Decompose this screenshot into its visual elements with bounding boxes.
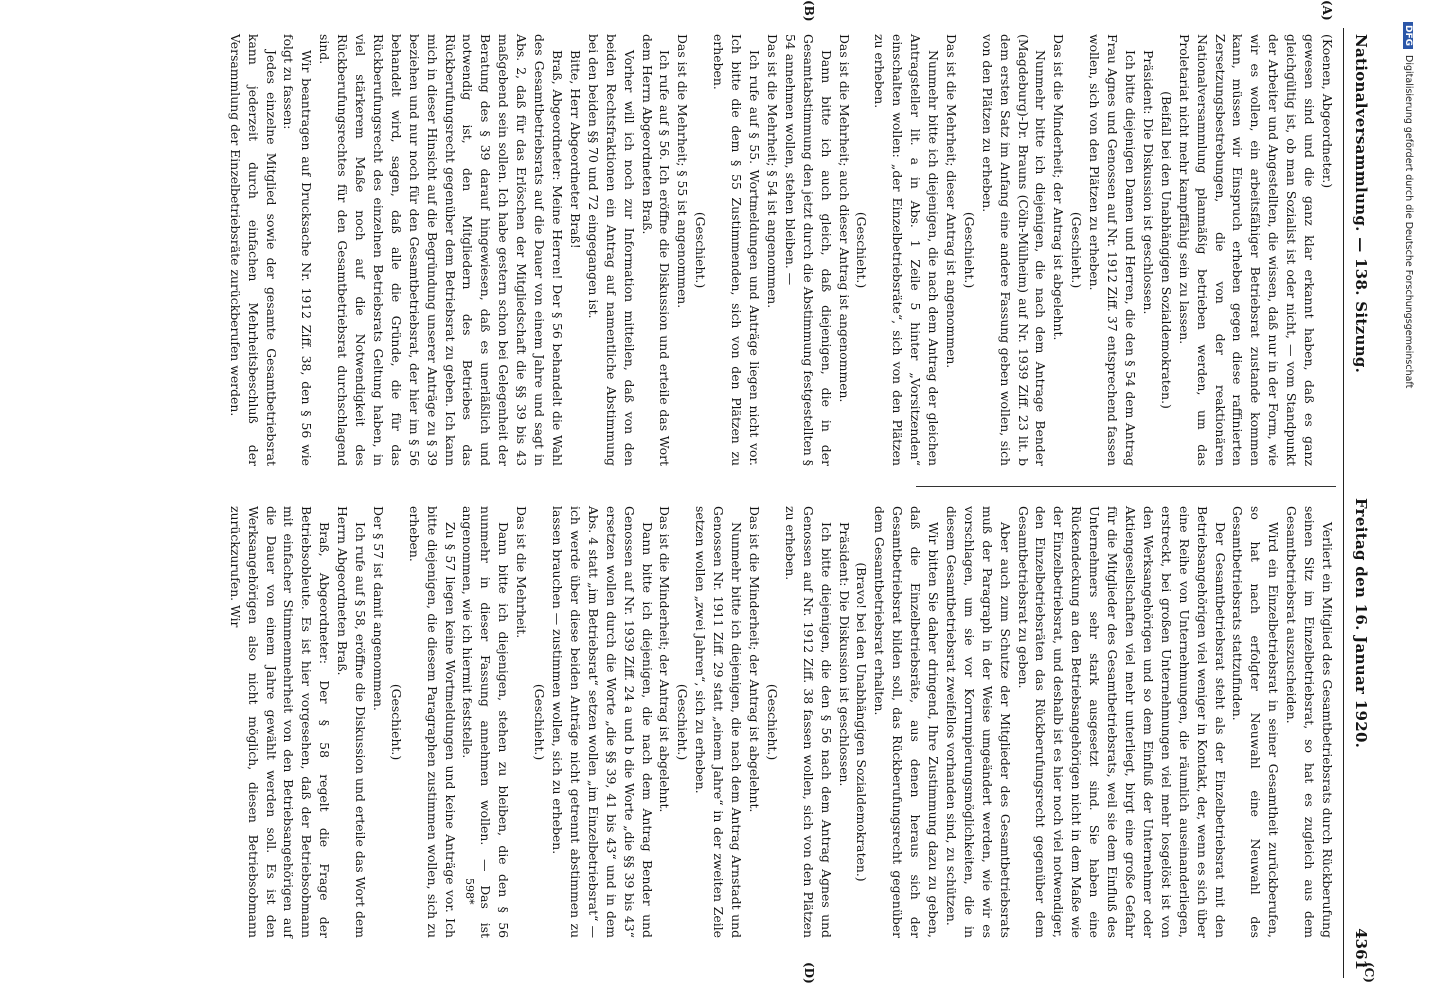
paragraph: Präsident: Die Diskussion ist geschlossen. [1140,50,1156,315]
paragraph: Das ist die Mehrheit. [514,506,530,639]
paragraph: (Geschieht.) [693,211,709,289]
margin-mark-a: (A) [1320,0,1334,21]
paragraph: Braß, Abgeordneter: Meine Herren! Der § 56 behandelt die Wahl des Gesamtbetriebsrats auf die Dauer von einem Jahre und sagt in Abs. 2, daß für das Erlöschen der Mitgliedschaft die §§ 39 bis 43 maßgebend sein sollen. Ich habe gestern schon bei Gelegenheit der Beratung des § 39 darauf hingewiesen, daß es unerläßlich und notwendig ist, den Mitgliedern des Betriebes das Rückberufungsrecht gegenüber dem Betriebsrat zu geben. Ich kann mich in dieser Hinsicht auf die Begründung unserer Anträge zu § 39 beziehen und nur noch für den Gesamtbetriebsrat, der hier im § 56 behandelt wird, sagen, daß alle die Gründe, die für das Rückberufungsrecht des einzelnen Betriebsrats Geltung haben, in viel stärkerem Maße noch auf die Notwendigkeit des Rückberufungsrechtes für den Gesamtbetriebsrat durchschlagend sind. [317,34,566,466]
dfg-logo: DFG [1403,22,1413,49]
paragraph: Nunmehr bitte ich diejenigen, die nach dem Antrag Arnstadt und Genossen Nr. 1911 Ziff. 29 statt „einem Jahre“ in der zweiten Zeile setzen wollen „zwei Jahren“, sich zu erheben. [693,506,745,938]
paragraph: Nunmehr bitte ich diejenigen, die nach dem Antrage Bender (Magdeburg)-Dr. Brauns (Cöln-Mülheim) auf Nr. 1939 Ziff. 23 lit. b dem ersten Satz im Anfang eine andere Fassung geben wollen, sich von den Plätzen zu erheben. [979,34,1049,466]
paragraph: (Geschieht.) [1069,211,1085,289]
page-header [1343,28,1376,978]
paragraph: Der Gesamtbetriebsrat steht als der Einzelbetriebsrat mit den Betriebsangehörigen viel weniger in Kontakt, der, wenn es sich über eine Reihe von Unternehmungen, die räumlich auseinanderliegen, erstreckt, bei großen Unternehmungen viel mehr losgelöst ist von den Werksangehörigen und so dem Einfluß der Unternehmer oder Aktiengesellschaften viel mehr unterliegt, birgt eine große Gefahr für die Mitglieder des Gesamtbetriebsrats, weil sie dem Einfluß des Unternehmers sehr stark ausgesetzt sind. Sie haben eine Rückendeckung an den Betriebsangehörigen nicht in dem Maße wie der Einzelbetriebsrat, und deshalb ist es hier noch viel notwendiger, den Einzelbetriebsräten das Rückberufungsrecht gegenüber dem Gesamtbetriebsrat zu geben. [1015,506,1228,938]
paragraph: Braß, Abgeordneter: Der § 58 regelt die Frage der Betriebsobleute. Es ist hier vorgesehen, daß der Betriebsobmann mit einfacher Stimmenmehrheit von den Betriebsangehörigen auf die Dauer von einem Jahre gewählt werden soll. Es ist den Werksangehörigen also nicht möglich, diesen Betriebsobmann zurückzurufen. Wir [227,506,333,938]
paragraph: Verliert ein Mitglied des Gesamtbetriebsrats durch Rückberufung seinen Sitz im Einzelbetriebsrat, so hat es zugleich aus dem Gesamtbetriebsrat auszuscheiden. [1284,506,1335,938]
paragraph: Das ist die Mehrheit; auch dieser Antrag ist angenommen. [836,34,852,403]
paragraph: (Bravo! bei den Unabhängigen Sozialdemokraten.) [854,562,870,882]
paragraph: Ich rufe auf § 55. Wortmeldungen und Anträge liegen nicht vor. Ich bitte die dem § 55 Zustimmenden, sich von den Plätzen zu erheben. [711,34,762,466]
paragraph: Ich bitte diejenigen Damen und Herren, die den § 54 dem Antrag Frau Agnes und Genossen auf Nr. 1912 Ziff. 37 entsprechend fassen wollen, sich von den Plätzen zu erheben. [1087,34,1139,466]
header-session-title: Nationalversammlung. — 138. Sitzung. [1352,34,1370,374]
paragraph: Der § 57 ist damit angenommen. [370,506,386,711]
paragraph: Das ist die Minderheit; der Antrag ist abgelehnt. [1051,34,1067,341]
digitization-credit [1400,22,1414,982]
paragraph: Nunmehr bitte ich diejenigen, die nach dem Antrag der gleichen Antragsteller lit. a in Abs. 1 Zeile 5 hinter „Vorsitzenden“ einschalten wollen: „der Einzelbetriebsräte“, sich von den Plätzen zu erheben. [872,34,942,466]
paragraph: Dann bitte ich diejenigen, stehen zu bleiben, die den § 56 nunmehr in dieser Fassung annehmen wollen. — Das ist angenommen, wie ich hiermit feststelle. [460,506,512,938]
paragraph: Wir bitten Sie daher dringend, Ihre Zustimmung dazu zu geben, daß die Einzelbetriebsräte, aus denen heraus sich der Gesamtbetriebsrat bilden soll, das Rückberufungsrecht gegenüber dem Gesamtbetriebsrat erhalten. [872,506,942,938]
paragraph: Wird ein Einzelbetriebsrat in seiner Gesamtheit zurückberufen, so hat nach erfolgter Neuwahl eine Neuwahl des Gesamtbetriebsrats stattzufinden. [1230,506,1282,938]
left-text-column [136,34,1336,466]
margin-mark-d: (D) [802,962,816,984]
page-number: 4361 [1352,928,1370,970]
paragraph: Das ist die Minderheit; der Antrag ist abgelehnt. [747,506,762,813]
paragraph: Das ist die Mehrheit; § 54 ist angenommen. [764,34,780,309]
credit-text: Digitalisierung gefördert durch die Deutsche Forschungsgemeinschaft [1403,55,1414,389]
paragraph: (Beifall bei den Unabhängigen Sozialdemokraten.) [1158,91,1174,409]
paragraph: Das ist die Mehrheit; dieser Antrag ist angenommen. [943,34,959,369]
column-divider [916,486,1336,487]
document-page [76,0,1376,984]
paragraph: Präsident: Die Diskussion ist geschlossen. [836,522,852,787]
paragraph: Das ist die Mehrheit; § 55 ist angenommen. [675,34,691,309]
paragraph: Wir beantragen auf Drucksache Nr. 1912 Ziff. 38, den § 56 wie folgt zu fassen: [281,34,315,466]
paragraph: Ich bitte diejenigen, die den § 56 nach dem Antrag Agnes und Genossen auf Nr. 1912 Ziff. 38 fassen wollen, sich von den Plätzen zu erheben. [782,506,834,938]
paragraph: (Koenen, Abgeordneter.) [1320,34,1335,189]
paragraph: Das ist die Minderheit; der Antrag ist abgelehnt. [657,506,673,813]
margin-mark-c: (C) [1362,962,1376,983]
paragraph: gewesen sind und die ganz klar erkannt haben, daß es ganz gleichgültig ist, ob man Sozialist ist oder nicht, — vom Standpunkt der Arbeiter und Angestellten, die wissen, daß nur in der Form, wie wir es wollen, ein arbeitsfähiger Betriebsrat zustande kommen kann, müssen wir Einspruch erheben gegen diese raffinierten Zersetzungsbestrebungen, die von der reaktionären Nationalversammlung planmäßig betrieben werden, um das Proletariat nicht mehr kampffähig sein zu lassen. [1176,34,1318,466]
page-footnote-number: 598* [463,878,476,905]
paragraph: Dann bitte ich auch gleich, daß diejenigen, die in der Gesamtabstimmung den jetzt durch die Abstimmung festgestellten § 54 annehmen wollen, stehen bleiben. — [782,34,834,466]
paragraph: Ich rufe auf § 58, eröffne die Diskussion und erteile das Wort dem Herrn Abgeordneten Braß. [335,506,369,938]
paragraph: (Geschieht.) [854,211,870,289]
paragraph: Bitte, Herr Abgeordneter Braß! [567,50,583,249]
paragraph: Jedes einzelne Mitglied sowie der gesamte Gesamtbetriebsrat kann jederzeit durch einfachen Mehrheitsbeschluß der Versammlung der Einzelbetriebsräte zurückberufen werden. [227,34,279,466]
paragraph: (Geschieht.) [675,683,691,761]
paragraph: (Geschieht.) [532,683,548,761]
paragraph: (Geschieht.) [764,683,780,761]
paragraph: Ich rufe auf § 56. Ich eröffne die Diskussion und erteile das Wort dem Herrn Abgeordneten Braß. [639,34,673,466]
margin-mark-b: (B) [802,0,816,22]
paragraph: Vorher will ich noch zur Information mitteilen, daß von den beiden Rechtsfraktionen ein Antrag auf namentliche Abstimmung bei den beiden §§ 70 und 72 eingegangen ist. [585,34,637,466]
paragraph: Zu § 57 liegen keine Wortmeldungen und keine Anträge vor. Ich bitte diejenigen, die diesem Paragraphen zustimmen wollen, sich zu erheben. [406,506,458,938]
paragraph: (Geschieht.) [388,683,404,761]
right-text-column [136,506,1336,938]
paragraph: (Geschieht.) [961,211,977,289]
header-date: Freitag den 16. Januar 1920. [1352,498,1370,749]
paragraph: Aber auch zum Schutze der Mitglieder des Gesamtbetriebsrats muß der Paragraph in der Weise umgeändert werden, wie wir es vorschlagen, um sie vor Korrumpierungsmöglichkeiten, die in diesem Gesamtbetriebsrat zweifellos vorhanden sind, zu schützen. [943,506,1013,938]
paragraph: Dann bitte ich diejenigen, die nach dem Antrag Bender und Genossen auf Nr. 1939 Ziff. 24 a und b die Worte „die §§ 39 bis 43“ ersetzen wollen durch die Worte „die §§ 39, 41 bis 43“ und in dem Abs. 4 statt „im Betriebsrat“ setzen wollen „im Einzelbetriebsrat“ — ich werde über diese beiden Anträge nicht getrennt abstimmen zu lassen brauchen — zustimmen wollen, sich zu erheben. [550,506,655,938]
